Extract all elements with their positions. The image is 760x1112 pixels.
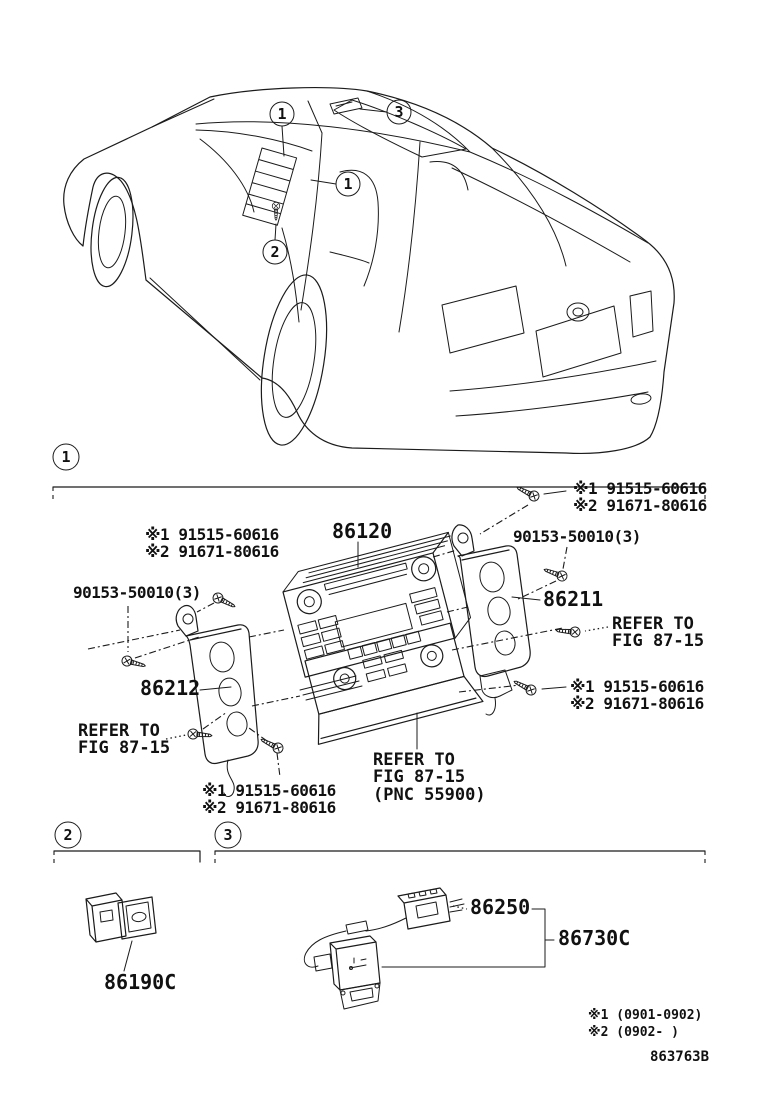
emblem xyxy=(567,303,589,321)
roof-pillar-lines xyxy=(152,91,470,152)
panel-face xyxy=(305,623,464,714)
car-overview xyxy=(64,88,675,454)
connector-latch xyxy=(416,902,438,918)
cd-slot xyxy=(324,563,408,595)
footnote-block xyxy=(588,1008,709,1065)
label-screw-alt-left-2: ※2 91671-80616 xyxy=(145,542,279,561)
refer-center-1: REFER TO xyxy=(373,750,455,770)
label-86212: 86212 xyxy=(140,676,201,700)
interior-lines xyxy=(196,130,468,322)
adapter-cable xyxy=(304,918,406,967)
footnote-2: ※2 (0902- ) xyxy=(588,1025,679,1040)
label-86730c: 86730C xyxy=(558,926,631,950)
bracket-86211 xyxy=(452,525,530,715)
label-86250: 86250 xyxy=(470,895,531,919)
usb-adapter-86730c xyxy=(304,918,406,1009)
flap-hinge-right xyxy=(375,984,379,988)
volume-knob xyxy=(295,587,324,616)
volume-knob-inner xyxy=(303,596,315,608)
taillights xyxy=(442,286,653,353)
bracket-rh-hole-2 xyxy=(486,595,513,626)
bumper-creases xyxy=(450,361,656,416)
bracket-lh-hole-3 xyxy=(225,710,249,737)
rear-wheel xyxy=(251,270,337,449)
section-3-ticks xyxy=(215,851,705,866)
bracket-lh-tab-hole xyxy=(183,614,193,624)
bracket-lh-hole-1 xyxy=(208,640,237,674)
label-screw-alt-left-1: ※1 91515-60616 xyxy=(145,525,279,544)
bracket-lh-hole-2 xyxy=(217,676,244,707)
bracket-86212 xyxy=(176,606,258,797)
bracket-rh-hole-3 xyxy=(493,629,517,656)
front-wheel-rim xyxy=(95,195,130,270)
screw-icon xyxy=(211,591,237,611)
section-3-num: 3 xyxy=(223,826,233,844)
adapter-flap xyxy=(340,983,380,1009)
refer-center-2: FIG 87-15 xyxy=(373,767,466,787)
refer-right-2: FIG 87-15 xyxy=(612,631,705,651)
section-1-num: 1 xyxy=(61,448,71,466)
emblem-inner xyxy=(573,308,583,316)
wire-stub xyxy=(450,899,464,912)
label-86211: 86211 xyxy=(543,587,604,611)
door-lines xyxy=(150,133,420,380)
screw-icon xyxy=(515,483,541,503)
callout-1-mid-num: 1 xyxy=(343,175,353,193)
aux-jack-86190c xyxy=(86,893,156,971)
refer-right-1: REFER TO xyxy=(612,614,694,634)
aux-port xyxy=(131,912,146,923)
bracket-lh-tab xyxy=(176,606,198,636)
label-screw-alt-right-1: ※1 91515-60616 xyxy=(570,677,704,696)
usb-dotted-leader xyxy=(453,906,467,909)
cable-ferrite xyxy=(346,921,368,934)
callout-3-num: 3 xyxy=(394,103,404,121)
screw-icon xyxy=(121,655,147,671)
connector-body xyxy=(398,888,450,929)
footnote-1: ※1 (0901-0902) xyxy=(588,1008,703,1023)
panel-slots xyxy=(363,650,407,681)
aux-latch xyxy=(100,910,113,922)
license-plate xyxy=(536,306,621,377)
callout-2-num: 2 xyxy=(270,243,280,261)
diagram-code: 863763B xyxy=(650,1049,710,1065)
label-90153-left: 90153-50010(3) xyxy=(73,583,201,602)
panel-flange xyxy=(311,673,483,744)
usb-symbol xyxy=(350,958,366,968)
aux-bezel xyxy=(126,902,151,932)
label-screw-alt-right-2: ※2 91671-80616 xyxy=(570,694,704,713)
radio-unit-86120 xyxy=(279,532,476,677)
bracket-rh-hole-1 xyxy=(478,560,507,594)
screw-icon xyxy=(188,729,213,741)
dotted-leaders xyxy=(166,627,608,739)
trim-panel-55900 xyxy=(297,620,483,744)
callout-1-top-num: 1 xyxy=(277,105,287,123)
front-wheel xyxy=(85,175,138,289)
section-2 xyxy=(54,822,200,994)
screw-icon xyxy=(542,565,568,583)
section-2-line xyxy=(54,851,200,862)
label-screw-alt-topright-1: ※1 91515-60616 xyxy=(573,479,707,498)
bracket-rh-tab xyxy=(452,525,474,556)
car-body-outline xyxy=(64,88,675,454)
tune-knob-inner xyxy=(418,563,430,575)
usb-connector-86250 xyxy=(398,888,464,929)
screw-icon xyxy=(512,677,538,697)
label-86190c: 86190C xyxy=(104,970,177,994)
refer-left-2: FIG 87-15 xyxy=(78,738,171,758)
cable-plug xyxy=(314,954,332,971)
section-1 xyxy=(53,444,707,817)
label-86120: 86120 xyxy=(332,519,393,543)
section-2-num: 2 xyxy=(63,826,73,844)
label-screw-alt-topright-2: ※2 91671-80616 xyxy=(573,496,707,515)
connector-pins xyxy=(408,889,437,898)
screw-icon xyxy=(556,625,581,637)
bracket-rh-tab-hole xyxy=(458,533,468,543)
section-3 xyxy=(215,822,705,1009)
flap-hinge-left xyxy=(341,991,345,995)
trunk-lines xyxy=(452,148,648,266)
refer-center-pnc: (PNC 55900) xyxy=(373,785,486,805)
panel-knob-right-inner xyxy=(426,650,437,661)
right-buttons xyxy=(410,588,443,626)
label-screw-alt-bottom-1: ※1 91515-60616 xyxy=(202,781,336,800)
dash-top-unit xyxy=(330,98,362,114)
dash-radio-stack xyxy=(243,148,297,225)
refer-left-1: REFER TO xyxy=(78,721,160,741)
aux-leader xyxy=(124,941,132,971)
label-screw-alt-bottom-2: ※2 91671-80616 xyxy=(202,798,336,817)
adapter-body xyxy=(330,936,380,990)
label-90153-right: 90153-50010(3) xyxy=(513,527,641,546)
radio-display xyxy=(335,603,412,647)
